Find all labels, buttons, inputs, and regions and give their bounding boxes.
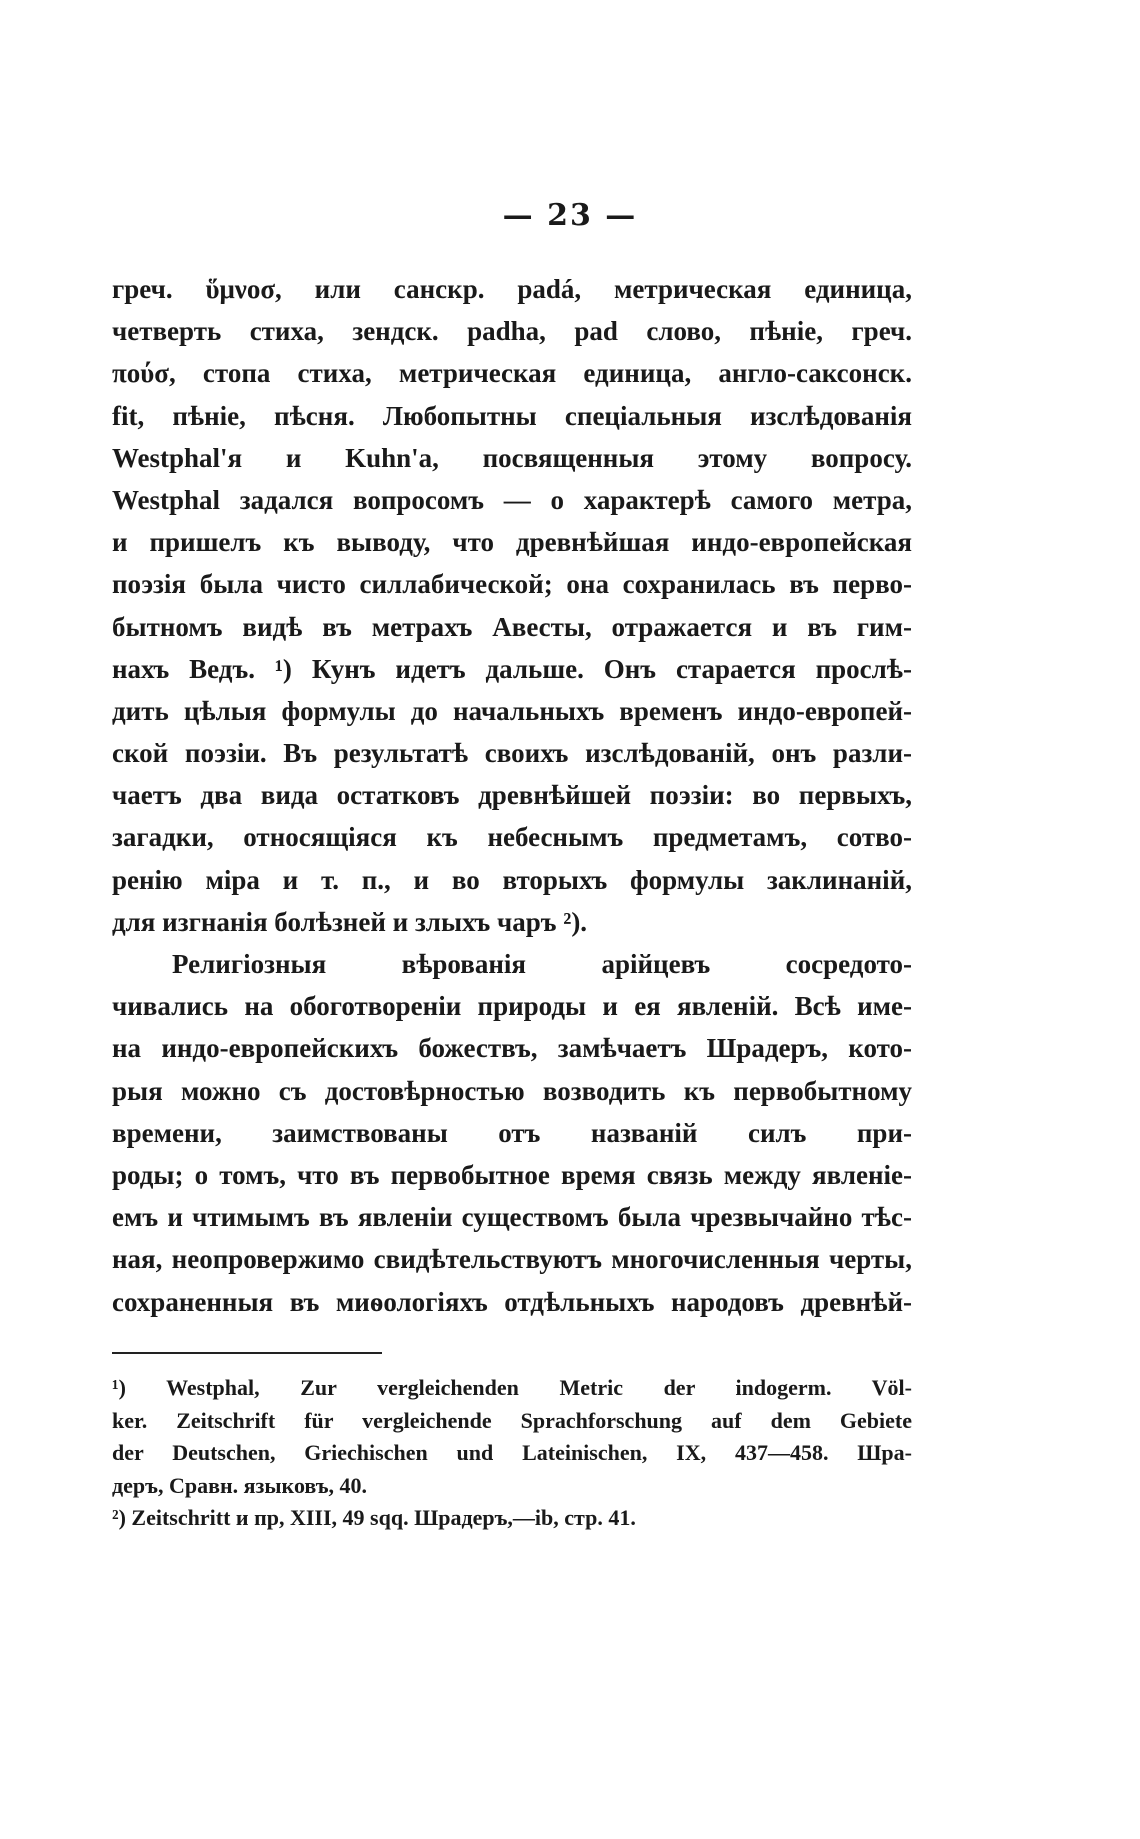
text-line: ренію міра и т. п., и во вторыхъ формулы заклинаній, [112,864,912,895]
footnote-line: ²) Zeitschritt и пр, XIII, 49 sqq. Шрадеръ,—ib, стр. 41. [112,1505,636,1530]
text-line: на индо-европейскихъ божествъ, замѣчаетъ Шрадеръ, кото- [112,1033,912,1064]
text-line: четверть стиха, зендск. padha, pad слово, пѣніе, греч. [112,316,912,347]
text-line: Westphal задался вопросомъ — о характерѣ самого метра, [112,484,912,515]
footnote-line: ker. Zeitschrift für vergleichende Sprachforschung auf dem Gebiete [112,1407,912,1433]
text-line: поэзія была чисто силлабической; она сохранилась въ перво- [112,569,912,600]
text-line-content: Религіозныя вѣрованія арійцевъ сосредото- [172,949,912,979]
text-line: дить цѣлыя формулы до начальныхъ временъ индо-европей- [112,695,912,726]
text-line: чаетъ два вида остатковъ древнѣйшей поэзіи: во первыхъ, [112,780,912,811]
text-line: загадки, относящіяся къ небеснымъ предметамъ, сотво- [112,822,912,853]
text-line: рыя можно съ достовѣрностью возводить къ первобытному [112,1075,912,1106]
footnotes [112,1372,912,1535]
text-line: греч. ὕμνοσ, или санскр. padá, метрическая единица, [112,274,912,304]
text-line: времени, заимствованы отъ названій силъ при- [112,1117,912,1148]
text-line-paragraph-end: для изгнанія болѣзней и злыхъ чаръ ²). [112,906,588,937]
text-line: и пришелъ къ выводу, что древнѣйшая индо-европейская [112,527,912,558]
text-line: сохраненныя въ миѳологіяхъ отдѣльныхъ народовъ древнѣй- [112,1286,912,1317]
text-line: роды; о томъ, что въ первобытное время связь между явленіе- [112,1159,912,1190]
text-line: πούσ, стопа стиха, метрическая единица, англо-саксонск. [112,358,912,389]
main-text [112,268,912,1323]
page-number: — 23 — [502,198,638,233]
text-line: ской поэзіи. Въ результатѣ своихъ изслѣдованій, онъ разли- [112,738,912,769]
text-line: fit, пѣніе, пѣсня. Любопытны спеціальныя изслѣдованія [112,400,912,431]
text-line: нахъ Ведъ. ¹) Кунъ идетъ дальше. Онъ старается прослѣ- [112,653,912,684]
text-line: ная, неопровержимо свидѣтельствуютъ многочисленныя черты, [112,1244,912,1275]
footnote-line: ¹) Westphal, Zur vergleichenden Metric der indogerm. Völ- [112,1375,912,1400]
text-line-paragraph-start [112,943,912,985]
text-line: бытномъ видѣ въ метрахъ Авесты, отражается и въ гим- [112,611,912,642]
footnote-divider [112,1352,382,1354]
footnote-line: деръ, Сравн. языковъ, 40. [112,1472,368,1498]
text-line: емъ и чтимымъ въ явленіи существомъ была чрезвычайно тѣс- [112,1202,912,1233]
footnote-line: der Deutschen, Griechischen und Lateinischen, IX, 437—458. Шра- [112,1440,912,1465]
text-line: Westphal'я и Kuhn'а, посвященныя этому вопросу. [112,442,912,473]
text-line: чивались на обоготвореніи природы и ея явленій. Всѣ име- [112,991,912,1022]
